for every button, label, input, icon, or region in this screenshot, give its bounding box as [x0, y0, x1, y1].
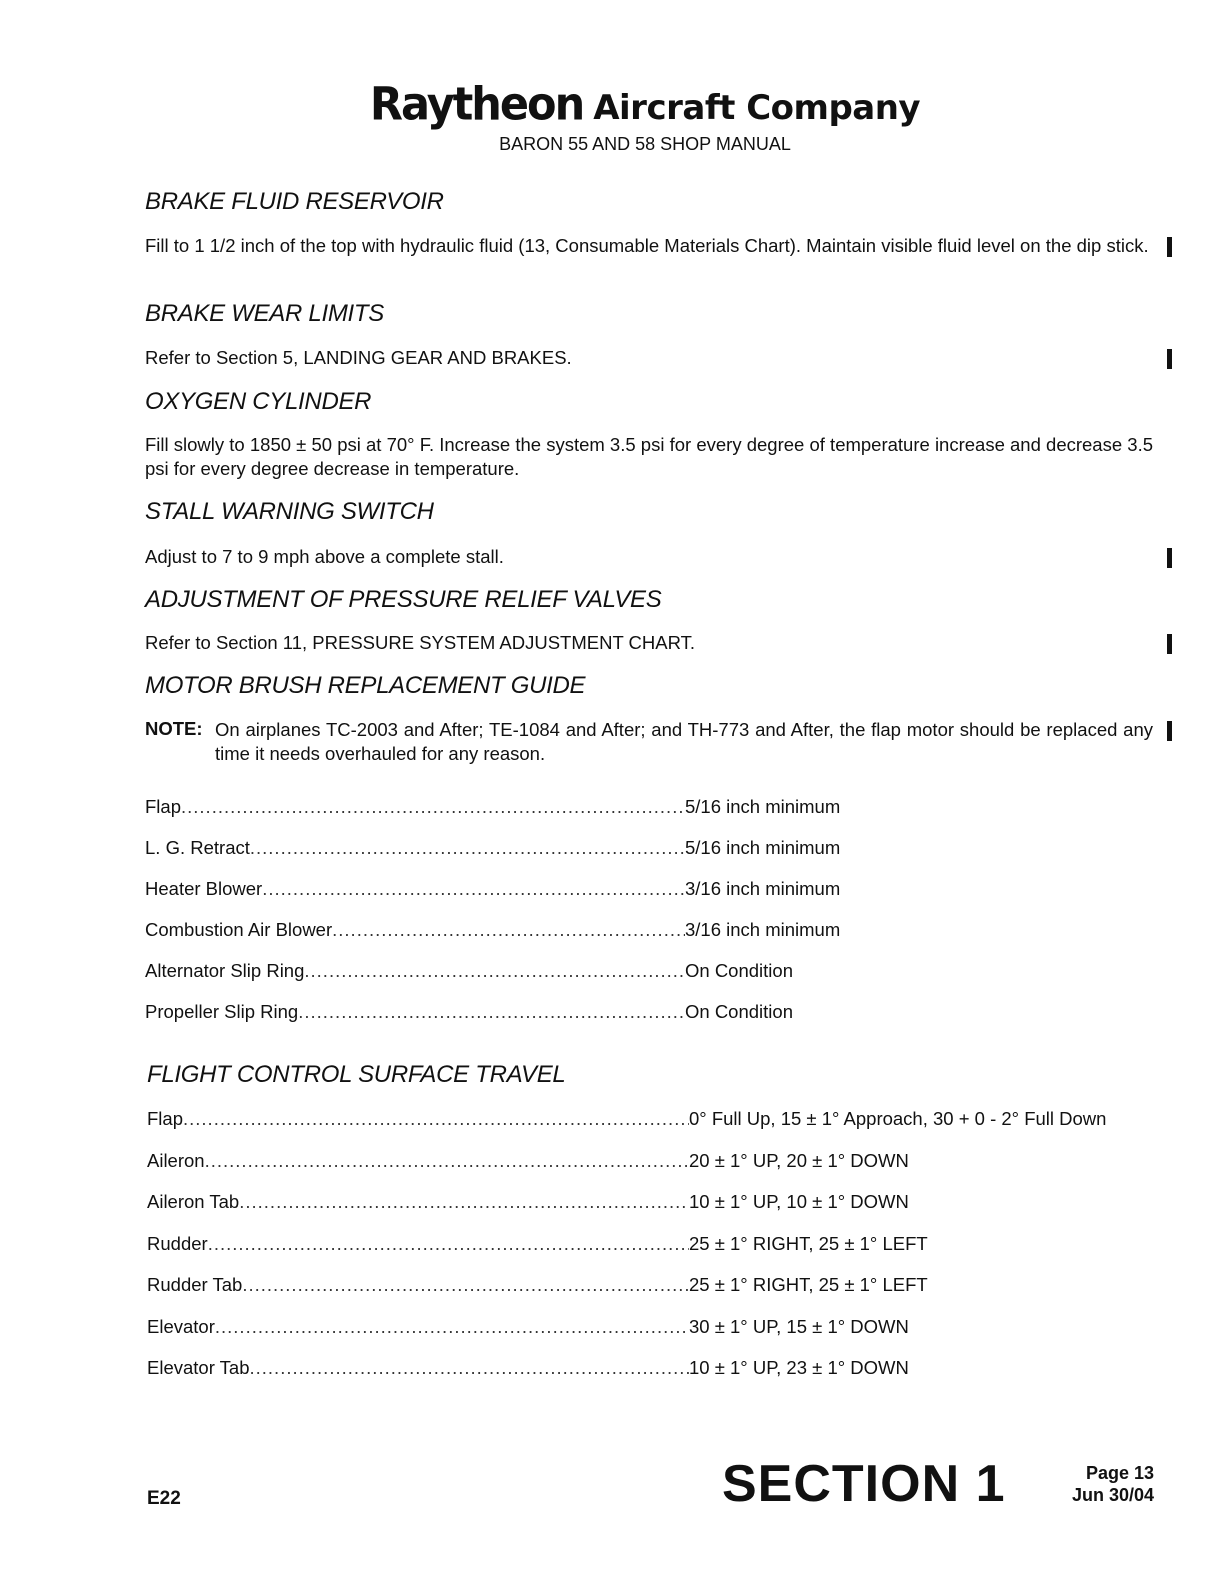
heading-oxygen-cylinder: OXYGEN CYLINDER: [145, 388, 372, 415]
leader-dots: [208, 1233, 689, 1255]
item-label: Rudder Tab: [147, 1274, 243, 1295]
page-info: [1052, 1462, 1154, 1506]
leader-dots: [250, 1357, 690, 1379]
list-item: [145, 919, 890, 960]
item-value: 3/16 inch minimum: [685, 878, 841, 899]
item-label: Alternator Slip Ring: [145, 960, 305, 981]
leader-dots: [262, 878, 685, 900]
brake-fluid-text: Fill to 1 1/2 inch of the top with hydraulic fluid (13, Consumable Materials Chart). Maintain visible fluid level on the dip stick.: [145, 235, 1149, 256]
heading-brake-fluid-reservoir: BRAKE FLUID RESERVOIR: [145, 188, 444, 215]
item-label: Aileron Tab: [147, 1191, 240, 1212]
item-value: On Condition: [685, 1001, 793, 1022]
leader-dots: [250, 837, 685, 859]
heading-flight-control-travel: FLIGHT CONTROL SURFACE TRAVEL: [147, 1061, 566, 1088]
list-item: [147, 1316, 1152, 1358]
list-item: [145, 1001, 890, 1042]
leader-dots: [183, 1108, 689, 1130]
flight-control-list: [147, 1108, 1152, 1399]
list-item: [147, 1233, 1152, 1275]
effectivity-code: E22: [147, 1488, 181, 1509]
item-label: Elevator: [147, 1315, 215, 1337]
note-label: NOTE:: [145, 718, 203, 739]
item-value: 20 ± 1° UP, 20 ± 1° DOWN: [689, 1149, 909, 1171]
leader-dots: [304, 960, 685, 982]
heading-pressure-relief-valves: ADJUSTMENT OF PRESSURE RELIEF VALVES: [145, 586, 662, 613]
company-header: [0, 80, 1220, 130]
oxygen-text: Fill slowly to 1850 ± 50 psi at 70° F. Increase the system 3.5 psi for every degree of temperature increase and decrease 3.5 psi for every degree decrease in temperature.: [145, 434, 1153, 479]
item-value: 25 ± 1° RIGHT, 25 ± 1° LEFT: [689, 1274, 928, 1295]
item-label: Rudder: [147, 1232, 208, 1254]
change-bar: [1167, 634, 1172, 654]
item-value: 25 ± 1° RIGHT, 25 ± 1° LEFT: [689, 1232, 928, 1254]
section-number: SECTION 1: [722, 1455, 1006, 1513]
leader-dots: [215, 1316, 689, 1338]
change-bar: [1167, 548, 1172, 568]
brand-logo: Raytheon: [369, 78, 584, 132]
leader-dots: [242, 1274, 689, 1296]
list-item: [147, 1150, 1152, 1192]
change-bar: [1167, 721, 1172, 741]
item-label: Aileron: [147, 1149, 205, 1171]
motor-brush-list: [145, 796, 890, 1042]
list-item: [147, 1191, 1152, 1233]
list-item: [145, 796, 890, 837]
list-item: [147, 1108, 1152, 1150]
relief-text: Refer to Section 11, PRESSURE SYSTEM ADJUSTMENT CHART.: [145, 632, 696, 653]
item-value: 3/16 inch minimum: [685, 919, 841, 940]
item-value: 5/16 inch minimum: [685, 796, 841, 817]
item-label: Flap: [145, 796, 181, 817]
change-bar: [1167, 349, 1172, 369]
change-bar: [1167, 237, 1172, 257]
list-item: [147, 1357, 1152, 1399]
list-item: [145, 878, 890, 919]
item-value: 0° Full Up, 15 ± 1° Approach, 30 + 0 - 2° Full Down: [689, 1108, 1107, 1129]
leader-dots: [298, 1001, 685, 1023]
item-label: Heater Blower: [145, 878, 263, 899]
list-item: [145, 837, 890, 878]
brake-wear-text: Refer to Section 5, LANDING GEAR AND BRAKES.: [145, 347, 572, 368]
revision-date: Jun 30/04: [1071, 1485, 1154, 1505]
company-name: Aircraft Company: [593, 88, 921, 128]
list-item: [145, 960, 890, 1001]
item-value: 5/16 inch minimum: [685, 837, 841, 858]
note-text: On airplanes TC-2003 and After; TE-1084 and After; and TH-773 and After, the flap motor should be replaced any time it needs overhauled for any reason.: [215, 719, 1153, 764]
item-label: Elevator Tab: [147, 1357, 250, 1378]
leader-dots: [205, 1150, 689, 1172]
item-value: 30 ± 1° UP, 15 ± 1° DOWN: [689, 1315, 909, 1337]
item-label: Flap: [147, 1108, 183, 1129]
item-label: Propeller Slip Ring: [145, 1001, 299, 1022]
stall-text: Adjust to 7 to 9 mph above a complete stall.: [145, 546, 504, 567]
list-item: [147, 1274, 1152, 1316]
heading-motor-brush-guide: MOTOR BRUSH REPLACEMENT GUIDE: [145, 672, 586, 699]
item-label: Combustion Air Blower: [145, 919, 333, 940]
item-value: 10 ± 1° UP, 23 ± 1° DOWN: [689, 1357, 909, 1378]
manual-title: BARON 55 AND 58 SHOP MANUAL: [499, 134, 791, 154]
item-value: 10 ± 1° UP, 10 ± 1° DOWN: [689, 1191, 909, 1212]
leader-dots: [332, 919, 685, 941]
item-label: L. G. Retract: [145, 837, 250, 858]
leader-dots: [181, 796, 685, 818]
item-value: On Condition: [685, 960, 793, 981]
page-number: Page 13: [1085, 1463, 1154, 1483]
leader-dots: [239, 1191, 689, 1213]
heading-brake-wear-limits: BRAKE WEAR LIMITS: [145, 300, 384, 327]
heading-stall-warning-switch: STALL WARNING SWITCH: [145, 498, 434, 525]
